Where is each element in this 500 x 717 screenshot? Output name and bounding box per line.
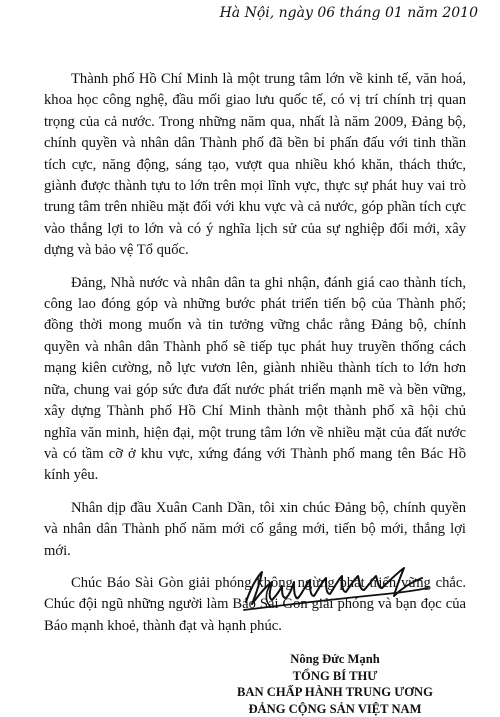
paragraph-4: Chúc Báo Sài Gòn giải phóng không ngừng phát triển vững chắc. Chúc đội ngũ những người làm Báo Sài Gòn giải phóng và bạn đọc của Báo mạnh khoẻ, thành đạt và hạnh phúc. xyxy=(44,573,466,637)
signer-committee: BAN CHẤP HÀNH TRUNG ƯƠNG xyxy=(170,684,500,701)
paragraph-1: Thành phố Hồ Chí Minh là một trung tâm lớn về kinh tế, văn hoá, khoa học công nghệ, đầu mối giao lưu quốc tế, có vị trí chính trị quan trọng của cả nước. Trong những năm qua, nhất là năm 2009, Đảng bộ, chính quyền và nhân dân Thành phố đã bền bỉ phấn đấu với tinh thần tích cực, năng động, sáng tạo, vượt qua nhiều khó khăn, thách thức, giành được thành tựu to lớn trên mọi lĩnh vực, thực sự phát huy vai trò trung tâm trên nhiều mặt đối với khu vực và cả nước, góp phần tích cực vào thắng lợi to lớn và có ý nghĩa lịch sử của sự nghiệp đổi mới, xây dựng và bảo vệ Tổ quốc. xyxy=(44,69,466,262)
dateline: Hà Nội, ngày 06 tháng 01 năm 2010 xyxy=(220,4,478,22)
signer-party: ĐẢNG CỘNG SẢN VIỆT NAM xyxy=(170,701,500,717)
signer-title: TỔNG BÍ THƯ xyxy=(170,668,500,685)
signer-name: Nông Đức Mạnh xyxy=(170,651,500,668)
signer-block xyxy=(170,651,500,717)
handwritten-signature-icon xyxy=(236,560,436,620)
paragraph-2: Đảng, Nhà nước và nhân dân ta ghi nhận, đánh giá cao thành tích, công lao đóng góp và những bước phát triển tiến bộ của Thành phố; đồng thời mong muốn và tin tưởng vững chắc rằng Đảng bộ, chính quyền và nhân dân Thành phố sẽ tiếp tục phát huy truyền thống cách mạng kiên cường, nỗ lực vươn lên, giành nhiều thành tích to lớn hơn nữa, chung vai góp sức đưa đất nước phát triển mạnh mẽ và bền vững, xây dựng Thành phố Hồ Chí Minh thành một thành phố xã hội chủ nghĩa văn minh, hiện đại, một trung tâm lớn về nhiều mặt của đất nước và có tầm cỡ ở khu vực, xứng đáng với Thành phố mang tên Bác Hồ kính yêu. xyxy=(44,273,466,487)
paragraph-3: Nhân dịp đầu Xuân Canh Dần, tôi xin chúc Đảng bộ, chính quyền và nhân dân Thành phố năm mới cố gắng mới, tiến bộ mới, thắng lợi mới. xyxy=(44,498,466,562)
